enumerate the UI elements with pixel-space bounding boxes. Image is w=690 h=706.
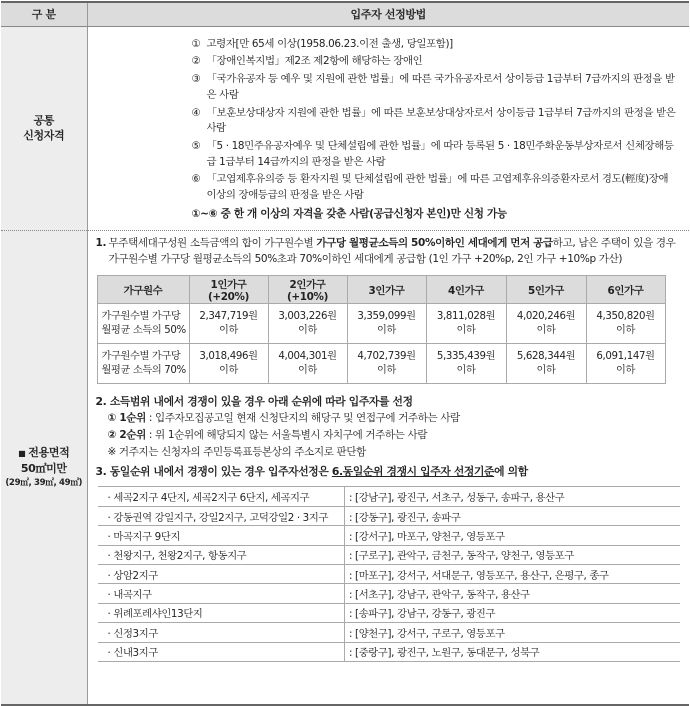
income-value: 3,003,226원	[278, 310, 337, 322]
eligibility-item	[192, 106, 678, 137]
paragraph-number: 1.	[95, 237, 107, 250]
common-eligibility-content	[87, 26, 689, 231]
income-value: 2,347,719원	[199, 310, 258, 322]
income-table	[97, 275, 666, 384]
rank-text: : 위 1순위에 해당되지 않는 서울특별시 자치구에 거주하는 사람	[145, 428, 428, 441]
eligibility-item	[192, 72, 678, 103]
eligibility-item	[192, 37, 678, 53]
district-site: · 강동권역 강일지구, 강일2지구, 고덕강일2 · 3지구	[98, 506, 345, 525]
district-row	[98, 603, 680, 622]
rank-2-item	[96, 427, 682, 444]
paragraph-text: 하고, 남은 주택이 있을 경우 가구원수별 가구당 월평균소득의 50%초과 70%이하인 세대에게 공급함 (1인 가구 +20%p, 2인 가구 +10%p 가산)	[108, 237, 676, 265]
income-row-70	[97, 344, 665, 384]
income-header-cell: 6인가구	[586, 276, 665, 304]
label-line: 월평균 소득의 50%	[101, 324, 186, 336]
tie-rule-title	[96, 464, 682, 480]
income-suffix: 이하	[536, 364, 556, 376]
income-suffix: 이하	[298, 324, 317, 336]
income-suffix: 이하	[219, 364, 238, 376]
income-value: 3,359,099원	[357, 310, 416, 322]
income-value: 3,018,496원	[199, 350, 258, 362]
label-line: 가구원수별 가구당	[101, 310, 181, 322]
category-text: 전용면적	[28, 445, 70, 459]
residence-note: ※ 거주지는 신청자의 주민등록표등본상의 주소지로 판단함	[107, 445, 366, 458]
income-header-cell: 1인가구 (+20%)	[189, 276, 268, 304]
income-value: 4,702,739원	[357, 350, 416, 362]
item-number: ②	[191, 55, 201, 68]
tie-rule-reference: 6.동일순위 경쟁시 입주자 선정기준	[331, 464, 495, 478]
district-regions: : [강서구], 마포구, 양천구, 영등포구	[345, 526, 680, 545]
common-eligibility-category	[1, 26, 87, 231]
income-suffix: 이하	[377, 364, 396, 376]
label-line: 가구원수별 가구당	[101, 350, 181, 362]
item-number: ①	[191, 37, 201, 50]
income-value: 4,350,820원	[596, 310, 655, 322]
district-site: · 상암2지구	[98, 565, 345, 584]
income-suffix: 이하	[456, 364, 476, 376]
income-suffix: 이하	[616, 364, 635, 376]
income-value: 4,020,246원	[516, 310, 576, 322]
category-sizes: (29㎡, 39㎡, 49㎡)	[5, 477, 83, 488]
district-site: · 내곡지구	[98, 584, 345, 603]
district-row	[98, 545, 680, 564]
item-number: ⑤	[191, 140, 201, 153]
district-area-table	[98, 486, 680, 662]
district-regions: : [중랑구], 광진구, 노원구, 동대문구, 성북구	[345, 642, 680, 661]
district-regions: : [구로구], 관악구, 금천구, 동작구, 양천구, 영등포구	[345, 545, 680, 564]
income-value: 3,811,028원	[436, 310, 496, 322]
district-regions: : [강동구], 광진구, 송파구	[345, 506, 680, 525]
district-site: · 세곡2지구 4단지, 세곡2지구 6단지, 세곡지구	[98, 487, 345, 506]
income-row-50	[97, 304, 665, 344]
income-cell	[586, 344, 665, 384]
rank-section-title: 2. 소득범위 내에서 경쟁이 있을 경우 아래 순위에 따라 입주자를 선정	[95, 395, 413, 409]
district-row	[98, 526, 680, 545]
area-category	[1, 231, 87, 706]
tie-rule-text: 에 의함	[494, 464, 528, 478]
income-header-cell: 가구원수	[97, 276, 189, 304]
income-row-label	[97, 304, 189, 344]
paragraph-emphasis: 가구당 월평균소득의 50%이하인 세대에게 먼저 공급	[316, 237, 553, 250]
item-text: 「보훈보상대상자 지원에 관한 법률」에 따른 보훈보상대상자로서 상이등급 1급부터 7급까지의 판정을 받은 사람	[206, 106, 676, 135]
item-number: ⑥	[191, 173, 201, 186]
income-header-cell: 3인가구	[347, 276, 426, 304]
rank-label: ① 1순위	[107, 411, 146, 424]
income-suffix: 이하	[377, 324, 396, 336]
header-category: 구 분	[1, 2, 87, 26]
category-line: 50㎡미만	[20, 461, 67, 475]
eligibility-item	[192, 54, 678, 70]
area-content-body	[88, 231, 690, 704]
tie-rule-text: 3. 동일순위 내에서 경쟁이 있는 경우 입주자선정은	[95, 464, 332, 478]
category-line: 공통	[33, 114, 55, 128]
district-site: · 위례포레샤인13단지	[98, 603, 345, 622]
category-line	[1, 445, 87, 461]
item-text: 「고엽제후유의증 등 환자지원 및 단체설립에 관한 법률」에 따른 고엽제후유의증환자로서 경도(輕度)장애 이상의 장애등급의 판정을 받은 사람	[206, 173, 669, 201]
income-row-label	[97, 344, 189, 384]
district-regions: : [송파구], 강남구, 강동구, 광진구	[345, 603, 680, 622]
district-site: · 천왕지구, 천왕2지구, 항동지구	[98, 545, 345, 564]
eligibility-item	[192, 139, 678, 170]
income-cell	[426, 304, 506, 344]
rank-1-item	[96, 410, 682, 427]
district-row	[98, 487, 680, 506]
income-cell	[268, 344, 347, 384]
item-text: 「장애인복지법」제2조 제2항에 해당하는 장애인	[206, 55, 423, 68]
item-text: 「5 · 18민주유공자예우 및 단체설립에 관한 법률」에 따라 등록된 5 · 18민주화운동부상자로서 신체장해등급 1급부터 14급까지의 판정을 받은 사람	[206, 140, 674, 168]
district-regions: : [양천구], 강서구, 구로구, 영등포구	[345, 623, 680, 642]
item-number: ④	[191, 106, 201, 119]
income-header-row	[97, 276, 665, 304]
income-suffix: 이하	[616, 324, 635, 336]
district-site: · 신내3지구	[98, 642, 345, 661]
income-cell	[506, 344, 586, 384]
income-cell	[347, 304, 426, 344]
district-row	[98, 565, 680, 584]
rank-section	[96, 394, 682, 479]
district-site: · 신정3지구	[98, 623, 345, 642]
table-header-row	[1, 2, 689, 26]
label-line: 월평균 소득의 70%	[101, 364, 186, 376]
income-suffix: 이하	[456, 324, 476, 336]
income-value: 6,091,147원	[596, 350, 655, 362]
eligibility-list	[88, 27, 690, 231]
rank-label: ② 2순위	[107, 428, 146, 441]
income-value: 5,628,344원	[516, 350, 576, 362]
item-text: 고령자[만 65세 이상(1958.06.23.이전 출생, 당일포함)]	[206, 37, 453, 50]
district-regions: : [서초구], 강남구, 관악구, 동작구, 용산구	[345, 584, 680, 603]
paragraph-text: 무주택세대구성원 소득금액의 합이 가구원수별	[108, 237, 317, 250]
rank-text: : 입주자모집공고일 현재 신청단지의 해당구 및 연접구에 거주하는 사람	[145, 411, 460, 424]
district-row	[98, 584, 680, 603]
income-value: 4,004,301원	[278, 350, 337, 362]
district-row	[98, 642, 680, 661]
area-under-50-row	[1, 231, 689, 706]
district-row	[98, 506, 680, 525]
income-cell	[506, 304, 586, 344]
item-text: 「국가유공자 등 예우 및 지원에 관한 법률」에 따른 국가유공자로서 상이등급 1급부터 7급까지의 판정을 받은 사람	[206, 73, 675, 101]
income-header-cell: 4인가구	[426, 276, 506, 304]
category-line: 신청자격	[23, 129, 65, 143]
area-content	[87, 231, 689, 706]
eligibility-note: ①~⑥ 중 한 개 이상의 자격을 갖춘 사람(공급신청자 본인)만 신청 가능	[191, 208, 507, 221]
selection-method-table	[1, 1, 689, 706]
income-suffix: 이하	[536, 324, 556, 336]
header-method: 입주자 선정방법	[87, 2, 689, 26]
eligibility-item	[192, 172, 678, 203]
district-regions: : [마포구], 강서구, 서대문구, 영등포구, 용산구, 은평구, 종구	[345, 565, 680, 584]
income-value: 5,335,439원	[436, 350, 496, 362]
district-regions: : [강남구], 광진구, 서초구, 성동구, 송파구, 용산구	[345, 487, 680, 506]
square-bullet-icon: ■	[18, 448, 26, 458]
income-cell	[426, 344, 506, 384]
income-cell	[586, 304, 665, 344]
income-cell	[268, 304, 347, 344]
common-eligibility-row	[1, 26, 689, 231]
income-priority-paragraph	[96, 236, 682, 267]
income-suffix: 이하	[219, 324, 238, 336]
income-cell	[347, 344, 426, 384]
income-header-cell: 2인가구 (+10%)	[268, 276, 347, 304]
income-suffix: 이하	[298, 364, 317, 376]
income-header-cell: 5인가구	[506, 276, 586, 304]
district-row	[98, 623, 680, 642]
income-cell	[189, 344, 268, 384]
district-site: · 마곡지구 9단지	[98, 526, 345, 545]
income-cell	[189, 304, 268, 344]
item-number: ③	[191, 73, 201, 86]
